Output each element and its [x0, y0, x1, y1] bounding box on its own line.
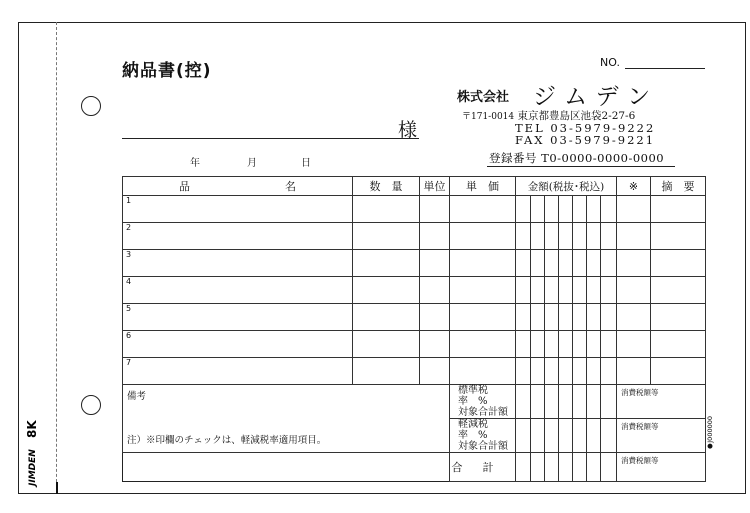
quantity-cell[interactable] [353, 196, 420, 223]
digit-divider [530, 277, 531, 303]
row-number: 1 [126, 196, 132, 205]
brand-logo [20, 408, 40, 488]
digit-divider [586, 250, 587, 276]
digit-divider [586, 304, 587, 330]
unit-price-cell[interactable] [450, 277, 516, 304]
table-header-row [123, 177, 706, 196]
digit-divider [558, 304, 559, 330]
item-name-cell[interactable] [123, 250, 353, 277]
digit-divider [558, 453, 559, 481]
row-number: 5 [126, 304, 132, 313]
digit-divider [558, 277, 559, 303]
row-number: 3 [126, 250, 132, 259]
digit-divider [586, 385, 587, 418]
digit-divider [600, 358, 601, 384]
table-row [123, 196, 706, 223]
item-name-cell[interactable] [123, 304, 353, 331]
item-name-cell[interactable] [123, 331, 353, 358]
digit-divider [558, 250, 559, 276]
amount-cell[interactable] [516, 331, 617, 358]
registration-number: 登録番号 T0-0000-0000-0000 [489, 151, 665, 165]
digit-divider [530, 385, 531, 418]
brand-name: JIMDEN [28, 449, 38, 486]
digit-divider [572, 304, 573, 330]
digit-divider [586, 358, 587, 384]
digit-divider [530, 419, 531, 452]
digit-divider [530, 331, 531, 357]
form-title: 納品書(控) [122, 61, 212, 81]
unit-price-cell[interactable] [450, 223, 516, 250]
digit-divider [600, 250, 601, 276]
quantity-cell[interactable] [353, 277, 420, 304]
digit-divider [572, 331, 573, 357]
mark-cell[interactable] [617, 331, 651, 358]
digit-divider [544, 223, 545, 249]
quantity-cell[interactable] [353, 358, 420, 385]
total-tax-amount[interactable]: 消費税額等 [617, 453, 706, 482]
total-row [123, 453, 706, 482]
unit-price-cell[interactable] [450, 304, 516, 331]
header-remarks: 摘 要 [651, 177, 706, 196]
digit-divider [558, 385, 559, 418]
digit-divider [558, 419, 559, 452]
item-name-cell[interactable] [123, 196, 353, 223]
digit-divider [600, 331, 601, 357]
standard-target-amount[interactable] [516, 385, 617, 419]
digit-divider [530, 196, 531, 222]
item-name-cell[interactable] [123, 358, 353, 385]
remarks-cell[interactable] [651, 250, 706, 277]
item-name-cell[interactable] [123, 277, 353, 304]
digit-divider [558, 358, 559, 384]
header-mark: ※ [617, 177, 651, 196]
digit-divider [558, 196, 559, 222]
header-amount: 金額(税抜･税込) [516, 177, 617, 196]
remarks-cell[interactable] [651, 304, 706, 331]
digit-divider [586, 419, 587, 452]
quantity-cell[interactable] [353, 304, 420, 331]
digit-divider [544, 385, 545, 418]
total-label: 合計 [450, 453, 516, 482]
digit-divider [572, 385, 573, 418]
tax-row-standard [123, 385, 706, 419]
header-unit-price: 単 価 [450, 177, 516, 196]
customer-suffix: 様 [398, 119, 418, 141]
unit-cell[interactable] [420, 331, 450, 358]
digit-divider [586, 196, 587, 222]
digit-divider [600, 385, 601, 418]
model-number: 8K [25, 420, 39, 438]
digit-divider [544, 453, 545, 481]
customer-name-field[interactable] [122, 138, 419, 139]
digit-divider [600, 196, 601, 222]
digit-divider [544, 196, 545, 222]
reduced-tax-note: 注）※印欄のチェックは、軽減税率適用項目。 [127, 435, 327, 446]
unit-cell[interactable] [420, 277, 450, 304]
header-unit: 単位 [420, 177, 450, 196]
remarks-label: 備考 [127, 391, 147, 402]
digit-divider [586, 453, 587, 481]
mark-cell[interactable] [617, 196, 651, 223]
amount-cell[interactable] [516, 304, 617, 331]
digit-divider [544, 304, 545, 330]
digit-divider [530, 250, 531, 276]
binding-hole-top [81, 96, 101, 116]
digit-divider [572, 223, 573, 249]
mark-cell[interactable] [617, 277, 651, 304]
table-row [123, 331, 706, 358]
item-name-cell[interactable] [123, 223, 353, 250]
digit-divider [530, 223, 531, 249]
amount-cell[interactable] [516, 223, 617, 250]
standard-tax-amount[interactable]: 消費税額等 [617, 385, 706, 419]
digit-divider [544, 419, 545, 452]
reduced-rate-cell: 軽減税率 % 対象合計額 [450, 419, 516, 453]
digit-divider [530, 453, 531, 481]
digit-divider [572, 453, 573, 481]
quantity-cell[interactable] [353, 223, 420, 250]
digit-divider [600, 453, 601, 481]
digit-divider [544, 277, 545, 303]
digit-divider [586, 331, 587, 357]
digit-divider [572, 250, 573, 276]
total-amount[interactable] [516, 453, 617, 482]
registration-underline [487, 166, 675, 167]
amount-cell[interactable] [516, 277, 617, 304]
digit-divider [530, 358, 531, 384]
digit-divider [572, 196, 573, 222]
company-fax: FAX 03-5979-9221 [515, 133, 656, 147]
company-prefix: 株式会社 [457, 90, 510, 105]
amount-cell[interactable] [516, 250, 617, 277]
digit-divider [544, 250, 545, 276]
number-field[interactable] [625, 68, 705, 69]
digit-divider [572, 419, 573, 452]
unit-cell[interactable] [420, 223, 450, 250]
digit-divider [600, 277, 601, 303]
remarks-cell[interactable] [651, 223, 706, 250]
remarks-box[interactable] [123, 385, 450, 453]
row-number: 6 [126, 331, 132, 340]
amount-cell[interactable] [516, 196, 617, 223]
mark-cell[interactable] [617, 358, 651, 385]
company-name: ジムデン [533, 84, 660, 110]
table-row [123, 277, 706, 304]
remarks-cell[interactable] [651, 358, 706, 385]
quantity-cell[interactable] [353, 250, 420, 277]
date-year-label: 年 [190, 158, 200, 169]
table-row [123, 250, 706, 277]
row-number: 2 [126, 223, 132, 232]
company-street: 東京都豊島区池袋2-27-6 [517, 110, 636, 122]
row-number: 4 [126, 277, 132, 286]
digit-divider [558, 331, 559, 357]
header-quantity: 数 量 [353, 177, 420, 196]
perforation-line [56, 22, 57, 492]
cut-mark [56, 482, 58, 494]
company-tel: TEL 03-5979-9222 [515, 121, 656, 135]
remarks-cell[interactable] [651, 331, 706, 358]
unit-cell[interactable] [420, 358, 450, 385]
reduced-tax-amount[interactable]: 消費税額等 [617, 419, 706, 453]
mark-cell[interactable] [617, 304, 651, 331]
date-day-label: 日 [301, 158, 311, 169]
digit-divider [572, 277, 573, 303]
digit-divider [544, 331, 545, 357]
date-month-label: 月 [247, 158, 257, 169]
standard-rate-cell: 標準税率 % 対象合計額 [450, 385, 516, 419]
unit-cell[interactable] [420, 304, 450, 331]
digit-divider [600, 304, 601, 330]
quantity-cell[interactable] [353, 331, 420, 358]
unit-cell[interactable] [420, 196, 450, 223]
unit-cell[interactable] [420, 250, 450, 277]
binding-hole-bottom [81, 395, 101, 415]
unit-price-cell[interactable] [450, 331, 516, 358]
digit-divider [586, 223, 587, 249]
digit-divider [600, 419, 601, 452]
reduced-target-amount[interactable] [516, 419, 617, 453]
row-number: 7 [126, 358, 132, 367]
digit-divider [544, 358, 545, 384]
amount-cell[interactable] [516, 358, 617, 385]
table-row [123, 304, 706, 331]
remarks-cell[interactable] [651, 277, 706, 304]
table-row [123, 223, 706, 250]
number-label: NO. [600, 56, 620, 69]
digit-divider [572, 358, 573, 384]
digit-divider [600, 223, 601, 249]
digit-divider [586, 277, 587, 303]
header-item-name: 品 名 [123, 177, 353, 196]
mark-cell[interactable] [617, 223, 651, 250]
items-table [122, 176, 706, 482]
unit-price-cell[interactable] [450, 250, 516, 277]
company-zip: 〒171-0014 [462, 112, 515, 122]
product-code: ●J000000 [706, 416, 714, 451]
remarks-cell[interactable] [651, 196, 706, 223]
digit-divider [530, 304, 531, 330]
unit-price-cell[interactable] [450, 196, 516, 223]
digit-divider [558, 223, 559, 249]
table-row [123, 358, 706, 385]
mark-cell[interactable] [617, 250, 651, 277]
unit-price-cell[interactable] [450, 358, 516, 385]
